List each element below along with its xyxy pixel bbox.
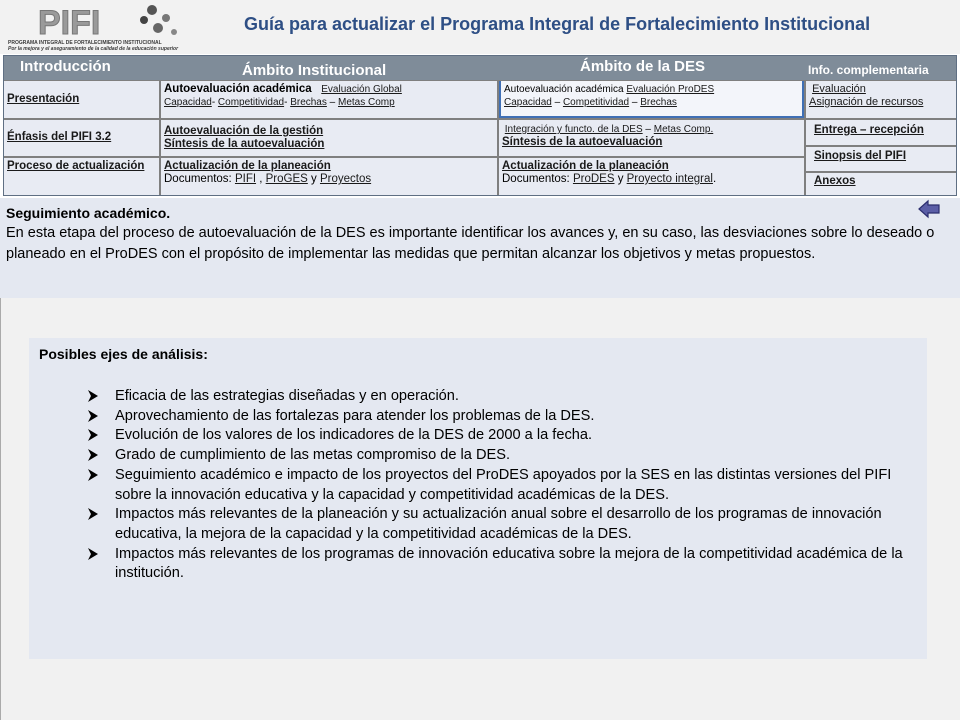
link-doc-proyectos[interactable]: Proyectos: [319, 173, 372, 185]
separator: y: [614, 173, 627, 185]
arrow-bullet-icon: [87, 389, 99, 403]
link-capacidad-des[interactable]: Capacidad: [504, 97, 552, 108]
link-doc-proyecto-integral[interactable]: Proyecto integral: [626, 173, 713, 185]
link-evaluacion-prodes[interactable]: Evaluación ProDES: [626, 84, 715, 95]
link-capacidad[interactable]: Capacidad: [164, 97, 212, 108]
nav-cell-anexos: [806, 173, 956, 195]
list-item: Grado de cumplimiento de las metas compromiso de la DES.: [87, 446, 917, 466]
arrow-bullet-icon: [87, 448, 99, 462]
link-evaluacion-global[interactable]: Evaluación Global: [321, 84, 402, 95]
list-item: Impactos más relevantes de la planeación y su actualización anual sobre el desarrollo de los programas de innovación educativa, la mejora de la capacidad y la competitividad académicas de la DES.: [87, 505, 917, 544]
nav-cell-sinopsis: [806, 147, 956, 171]
link-anexos[interactable]: Anexos: [814, 175, 856, 187]
label-documentos-des: Documentos:: [502, 173, 573, 185]
link-doc-proges[interactable]: ProGES: [265, 173, 308, 185]
navigation-matrix: [3, 55, 957, 196]
link-metas-comp-des[interactable]: Metas Comp.: [653, 124, 714, 135]
list-item: Impactos más relevantes de los programas de innovación educativa sobre la mejora de la competitividad académica de la institución.: [87, 545, 917, 584]
link-autoevaluacion-gestion[interactable]: Autoevaluación de la gestión: [164, 125, 324, 137]
analysis-axes-panel: [29, 338, 927, 659]
arrow-bullet-icon: [87, 468, 99, 482]
link-actualizacion-planeacion-des[interactable]: Actualización de la planeación: [502, 160, 669, 172]
list-item: Seguimiento académico e impacto de los proyectos del ProDES apoyados por la SES en las distintas versiones del PIFI sobre la innovación educativa y la capacidad y competitividad académicas de la DES.: [87, 466, 917, 505]
link-brechas-des[interactable]: Brechas: [640, 97, 677, 108]
label-autoevaluacion-academica: Autoevaluación académica: [164, 83, 312, 95]
nav-cell-evaluacion: [806, 81, 956, 118]
nav-cell-autoevaluacion-des: [499, 81, 804, 118]
arrow-bullet-icon: [87, 409, 99, 423]
link-entrega-recepcion[interactable]: Entrega – recepción: [814, 124, 924, 136]
tab-ambito-des[interactable]: Ámbito de la DES: [580, 58, 706, 75]
link-doc-pifi[interactable]: PIFI: [234, 173, 257, 185]
arrow-bullet-icon: [87, 547, 99, 561]
nav-cell-entrega: [806, 120, 956, 145]
nav-cell-gestion: [161, 120, 497, 156]
tab-ambito-institucional[interactable]: Ámbito Institucional: [242, 62, 387, 79]
link-enfasis-pifi[interactable]: Énfasis del PIFI 3.2: [7, 131, 112, 143]
link-metas-comp[interactable]: Metas Comp: [338, 97, 395, 108]
separator: –: [629, 97, 641, 108]
separator: .: [712, 173, 717, 185]
separator: –: [642, 124, 654, 135]
nav-cell-enfasis: [4, 120, 159, 156]
header: [0, 0, 960, 54]
separator: –: [326, 97, 338, 108]
tab-introduccion[interactable]: Introducción: [20, 58, 111, 75]
link-competitividad-des[interactable]: Competitividad: [562, 97, 630, 108]
label-documentos: Documentos:: [164, 173, 235, 185]
link-sintesis-autoevaluacion-des[interactable]: Síntesis de la autoevaluación: [502, 136, 663, 148]
nav-cell-presentacion: [4, 81, 159, 118]
pifi-logo-icon: [34, 4, 184, 40]
tab-info-complementaria[interactable]: Info. complementaria: [808, 63, 929, 77]
separator: –: [551, 97, 563, 108]
link-sinopsis-pifi[interactable]: Sinopsis del PIFI: [814, 150, 907, 162]
separator: y: [307, 173, 320, 185]
nav-cell-integracion: [499, 120, 804, 156]
list-item: Aprovechamiento de las fortalezas para atender los problemas de la DES.: [87, 407, 917, 427]
list-item: Eficacia de las estrategias diseñadas y en operación.: [87, 387, 917, 407]
link-evaluacion[interactable]: Evaluación: [812, 83, 866, 95]
section-text: En esta etapa del proceso de autoevaluación de la DES es importante identificar los avances y, en su caso, las desviaciones sobre lo deseado o planeado en el ProDES con el propósito de implementar las medidas que permitan alcanzar los objetivos y metas propuestos.: [6, 225, 935, 262]
arrow-bullet-icon: [87, 428, 99, 442]
label-autoevaluacion-academica-des: Autoevaluación académica: [504, 84, 627, 95]
logo-caption: PROGRAMA INTEGRAL DE FORTALECIMIENTO INSTITUCIONAL Por la mejora y el aseguramiento de la calidad de la educación superior: [8, 40, 179, 52]
link-brechas[interactable]: Brechas: [290, 97, 327, 108]
logo-text: PIFI: [38, 4, 101, 40]
analysis-axes-list: [87, 387, 917, 584]
section-title: Seguimiento académico.: [6, 205, 171, 221]
nav-cell-proceso: [4, 158, 159, 195]
link-actualizacion-planeacion-institucional[interactable]: Actualización de la planeación: [164, 160, 331, 172]
link-asignacion-recursos[interactable]: Asignación de recursos: [809, 96, 924, 108]
link-presentacion[interactable]: Presentación: [7, 93, 80, 105]
separator: -: [211, 97, 218, 108]
pifi-logo: [4, 2, 194, 54]
nav-cell-autoevaluacion-institucional: [161, 81, 497, 118]
link-competitividad[interactable]: Competitividad: [217, 97, 285, 108]
nav-cell-planeacion-des: [499, 158, 804, 195]
arrow-bullet-icon: [87, 507, 99, 521]
analysis-axes-title: Posibles ejes de análisis:: [39, 346, 208, 362]
nav-header-bar: [4, 56, 956, 80]
link-integracion-funcionamiento[interactable]: Integración y functo. de la DES: [504, 124, 643, 135]
back-arrow-icon[interactable]: [918, 199, 940, 219]
page-title: Guía para actualizar el Programa Integral de Fortalecimiento Institucional: [244, 14, 871, 34]
list-item: Evolución de los valores de los indicadores de la DES de 2000 a la fecha.: [87, 426, 917, 446]
link-sintesis-autoevaluacion-institucional[interactable]: Síntesis de la autoevaluación: [164, 138, 325, 150]
separator: -: [284, 97, 291, 108]
link-proceso-actualizacion[interactable]: Proceso de actualización: [7, 160, 145, 172]
link-doc-prodes[interactable]: ProDES: [572, 173, 615, 185]
nav-cell-planeacion-institucional: [161, 158, 497, 195]
separator: ,: [256, 173, 266, 185]
